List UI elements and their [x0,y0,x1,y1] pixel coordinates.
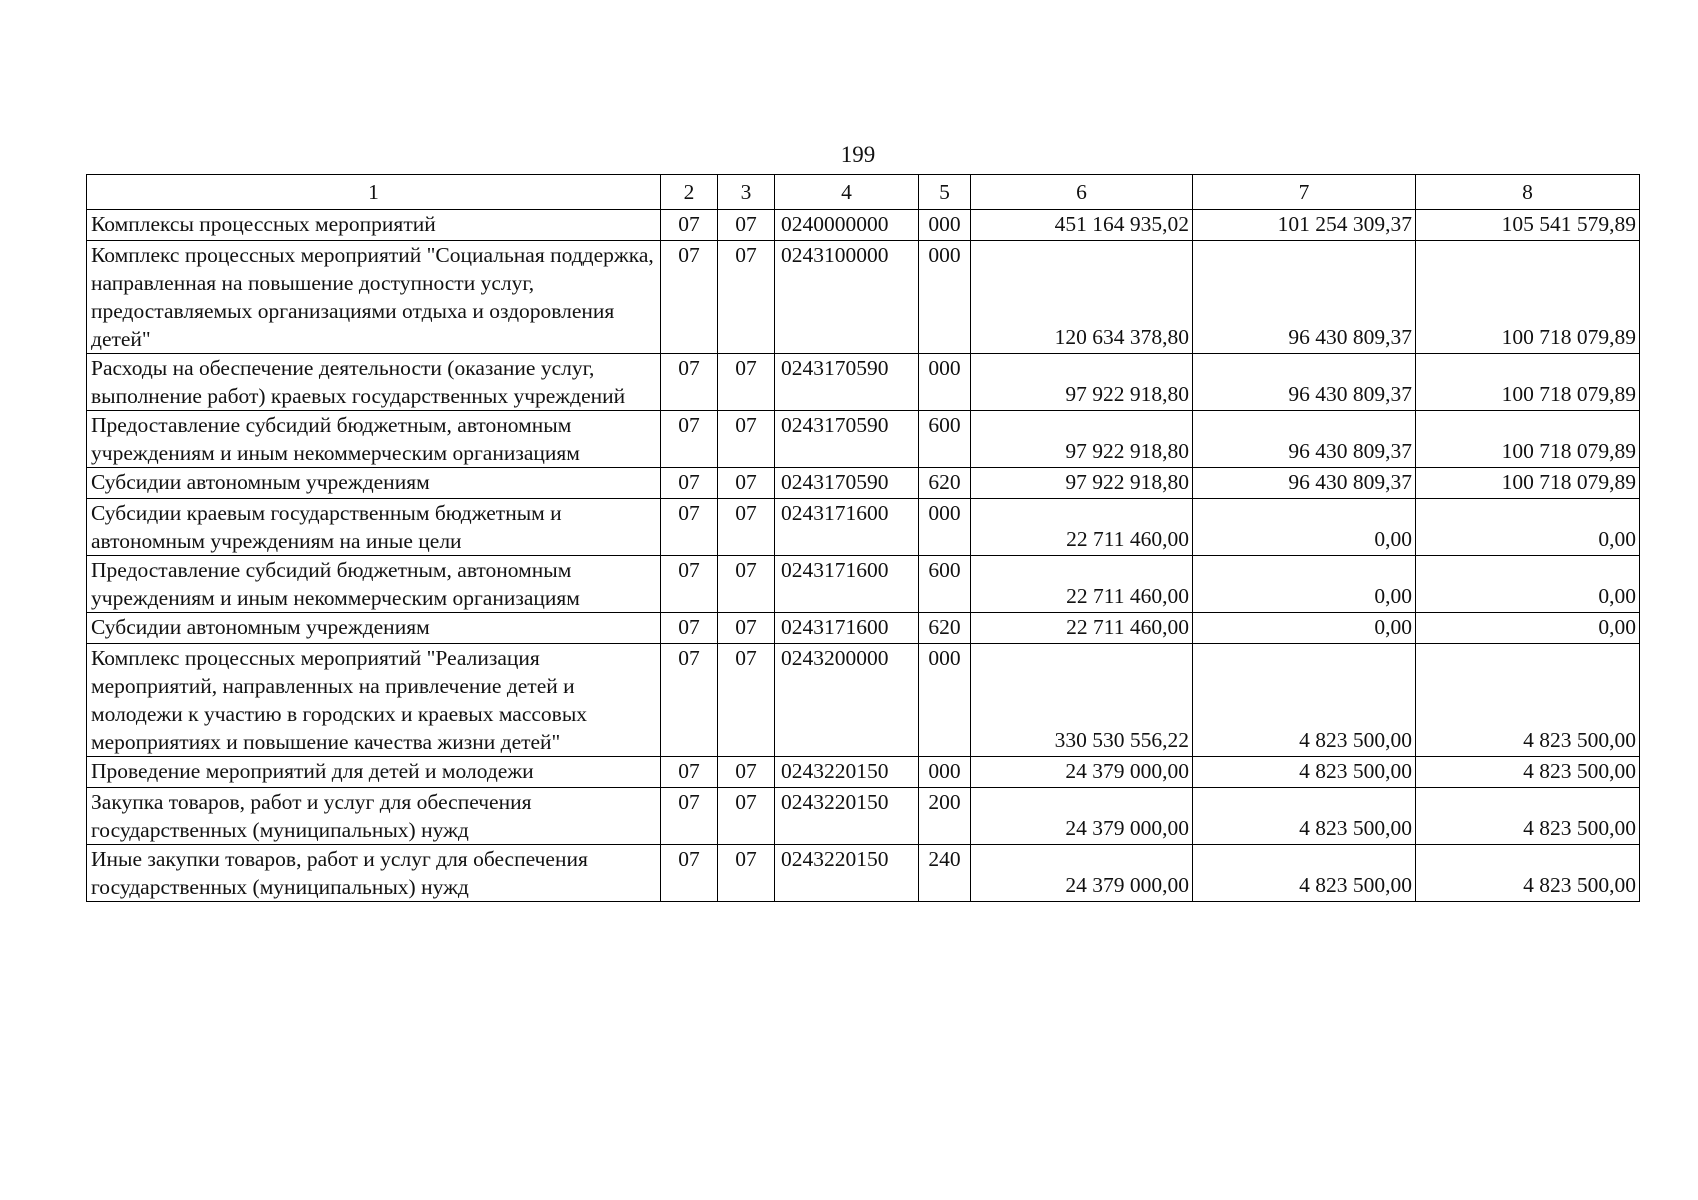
row-csr-cell: 0243220150 [775,845,919,902]
row-rz-cell: 07 [661,644,718,757]
row-name-cell: Субсидии автономным учреждениям [87,613,661,644]
table-row [87,210,1640,241]
page-number: 199 [840,142,876,167]
row-csr-cell: 0243170590 [775,468,919,499]
row-csr-cell: 0243170590 [775,354,919,411]
row-vr-cell: 000 [919,210,971,241]
row-amount-col6: 330 530 556,22 [971,644,1193,757]
row-vr-cell: 600 [919,411,971,468]
row-vr-cell: 620 [919,468,971,499]
header-cell: 4 [775,175,919,210]
header-cell: 1 [87,175,661,210]
row-amount-col7: 4 823 500,00 [1193,845,1416,902]
row-rz-cell: 07 [661,210,718,241]
row-amount-col8: 100 718 079,89 [1416,241,1640,354]
row-csr-cell: 0243171600 [775,556,919,613]
table-row [87,788,1640,845]
row-amount-col8: 4 823 500,00 [1416,788,1640,845]
header-cell: 2 [661,175,718,210]
row-rz-cell: 07 [661,788,718,845]
row-csr-cell: 0240000000 [775,210,919,241]
row-amount-col7: 0,00 [1193,613,1416,644]
row-amount-col7: 0,00 [1193,499,1416,556]
row-pr-cell: 07 [718,788,775,845]
row-name-cell: Иные закупки товаров, работ и услуг для обеспечения государственных (муниципальных) нужд [87,845,661,902]
header-cell: 7 [1193,175,1416,210]
table-row [87,411,1640,468]
row-amount-col7: 96 430 809,37 [1193,468,1416,499]
row-csr-cell: 0243220150 [775,757,919,788]
budget-table [86,174,1640,902]
row-amount-col6: 24 379 000,00 [971,788,1193,845]
row-name-cell: Проведение мероприятий для детей и молодежи [87,757,661,788]
row-pr-cell: 07 [718,499,775,556]
row-amount-col6: 22 711 460,00 [971,613,1193,644]
row-amount-col8: 100 718 079,89 [1416,468,1640,499]
row-rz-cell: 07 [661,411,718,468]
row-pr-cell: 07 [718,644,775,757]
row-rz-cell: 07 [661,354,718,411]
table-row [87,757,1640,788]
row-amount-col6: 22 711 460,00 [971,556,1193,613]
row-amount-col7: 96 430 809,37 [1193,241,1416,354]
row-amount-col8: 105 541 579,89 [1416,210,1640,241]
table-row [87,241,1640,354]
row-name-cell: Расходы на обеспечение деятельности (оказание услуг, выполнение работ) краевых государственных учреждений [87,354,661,411]
row-amount-col7: 101 254 309,37 [1193,210,1416,241]
table-row [87,613,1640,644]
row-pr-cell: 07 [718,210,775,241]
row-vr-cell: 000 [919,644,971,757]
row-amount-col6: 97 922 918,80 [971,411,1193,468]
row-name-cell: Комплексы процессных мероприятий [87,210,661,241]
row-csr-cell: 0243100000 [775,241,919,354]
header-row [87,175,1640,210]
row-vr-cell: 000 [919,499,971,556]
row-vr-cell: 000 [919,757,971,788]
row-amount-col6: 97 922 918,80 [971,354,1193,411]
header-cell: 6 [971,175,1193,210]
row-vr-cell: 000 [919,354,971,411]
row-amount-col7: 4 823 500,00 [1193,644,1416,757]
row-pr-cell: 07 [718,613,775,644]
row-amount-col8: 0,00 [1416,613,1640,644]
row-name-cell: Комплекс процессных мероприятий "Социальная поддержка, направленная на повышение доступности услуг, предоставляемых организациями отдыха и оздоровления детей" [87,241,661,354]
row-amount-col8: 0,00 [1416,556,1640,613]
row-csr-cell: 0243171600 [775,613,919,644]
row-amount-col6: 24 379 000,00 [971,845,1193,902]
row-name-cell: Предоставление субсидий бюджетным, автономным учреждениям и иным некоммерческим организациям [87,411,661,468]
row-amount-col8: 100 718 079,89 [1416,411,1640,468]
row-pr-cell: 07 [718,411,775,468]
row-amount-col6: 22 711 460,00 [971,499,1193,556]
table-row [87,499,1640,556]
row-amount-col8: 0,00 [1416,499,1640,556]
row-amount-col7: 96 430 809,37 [1193,354,1416,411]
row-csr-cell: 0243200000 [775,644,919,757]
row-amount-col7: 4 823 500,00 [1193,757,1416,788]
row-amount-col8: 4 823 500,00 [1416,757,1640,788]
row-amount-col6: 120 634 378,80 [971,241,1193,354]
row-pr-cell: 07 [718,241,775,354]
row-pr-cell: 07 [718,468,775,499]
table-row [87,644,1640,757]
row-rz-cell: 07 [661,757,718,788]
row-amount-col8: 4 823 500,00 [1416,845,1640,902]
row-csr-cell: 0243170590 [775,411,919,468]
row-amount-col6: 24 379 000,00 [971,757,1193,788]
row-pr-cell: 07 [718,757,775,788]
row-csr-cell: 0243220150 [775,788,919,845]
row-amount-col6: 451 164 935,02 [971,210,1193,241]
table-row [87,556,1640,613]
header-cell: 5 [919,175,971,210]
table-row [87,845,1640,902]
row-pr-cell: 07 [718,556,775,613]
row-rz-cell: 07 [661,468,718,499]
row-csr-cell: 0243171600 [775,499,919,556]
row-amount-col6: 97 922 918,80 [971,468,1193,499]
row-rz-cell: 07 [661,845,718,902]
row-vr-cell: 240 [919,845,971,902]
row-name-cell: Субсидии краевым государственным бюджетным и автономным учреждениям на иные цели [87,499,661,556]
row-rz-cell: 07 [661,241,718,354]
row-amount-col7: 0,00 [1193,556,1416,613]
row-name-cell: Закупка товаров, работ и услуг для обеспечения государственных (муниципальных) нужд [87,788,661,845]
row-amount-col8: 100 718 079,89 [1416,354,1640,411]
row-name-cell: Комплекс процессных мероприятий "Реализация мероприятий, направленных на привлечение детей и молодежи к участию в городских и краевых массовых мероприятиях и повышение качества жизни детей" [87,644,661,757]
row-vr-cell: 200 [919,788,971,845]
table-row [87,354,1640,411]
row-rz-cell: 07 [661,556,718,613]
row-amount-col8: 4 823 500,00 [1416,644,1640,757]
table-row [87,468,1640,499]
header-cell: 3 [718,175,775,210]
row-rz-cell: 07 [661,613,718,644]
row-vr-cell: 620 [919,613,971,644]
row-pr-cell: 07 [718,354,775,411]
row-amount-col7: 96 430 809,37 [1193,411,1416,468]
row-vr-cell: 000 [919,241,971,354]
row-vr-cell: 600 [919,556,971,613]
row-name-cell: Субсидии автономным учреждениям [87,468,661,499]
header-cell: 8 [1416,175,1640,210]
row-name-cell: Предоставление субсидий бюджетным, автономным учреждениям и иным некоммерческим организациям [87,556,661,613]
row-rz-cell: 07 [661,499,718,556]
row-amount-col7: 4 823 500,00 [1193,788,1416,845]
row-pr-cell: 07 [718,845,775,902]
